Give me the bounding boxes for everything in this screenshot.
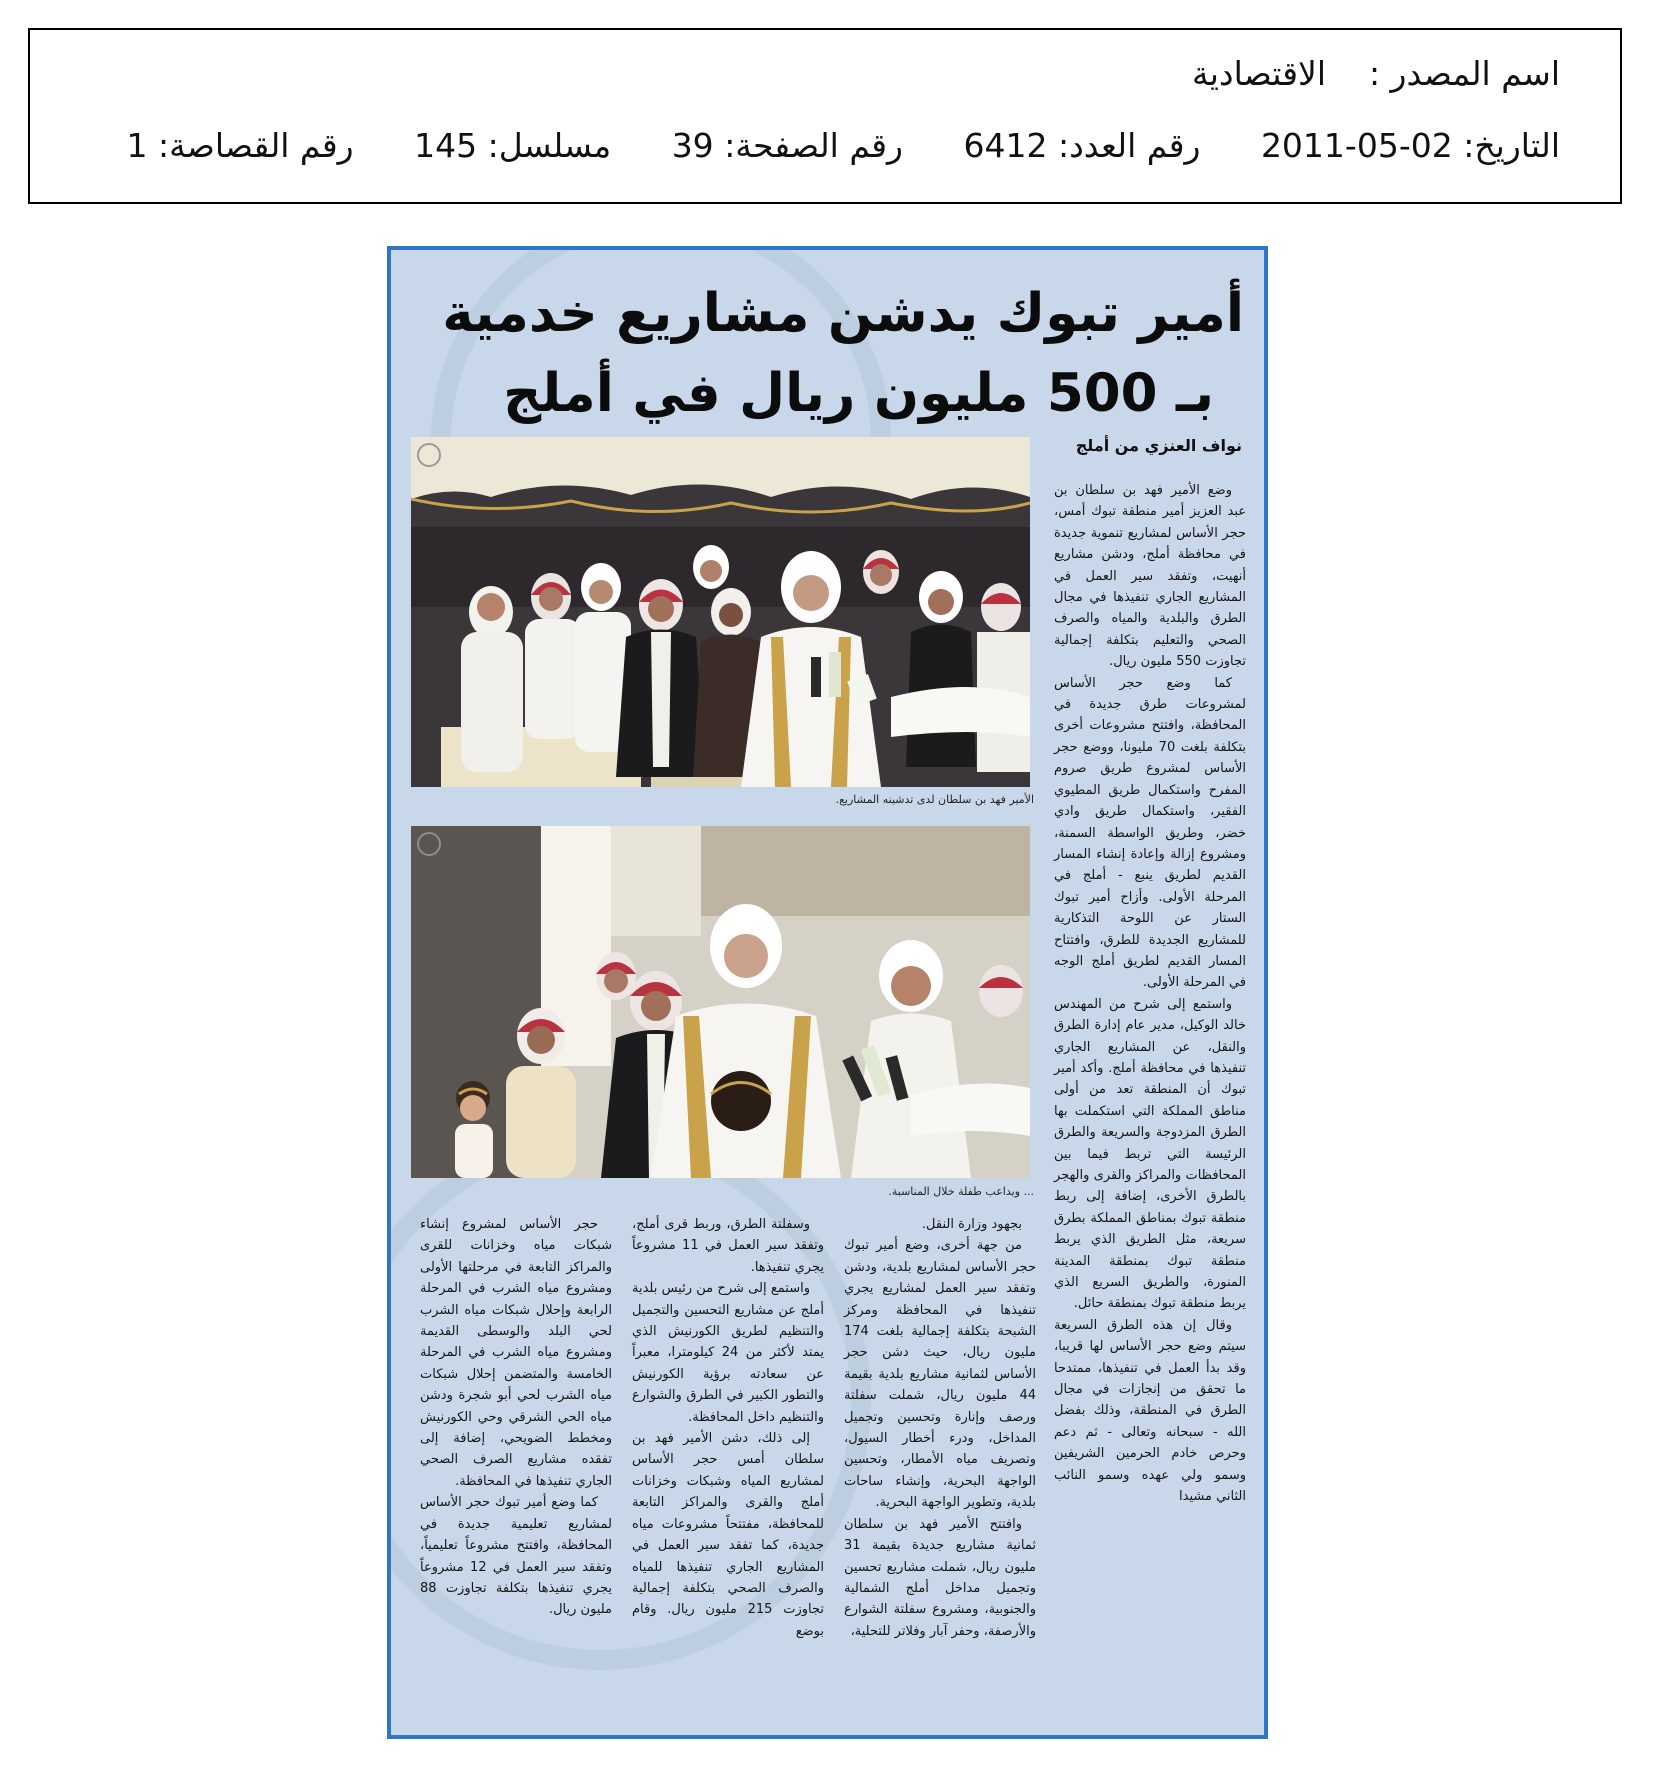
article-paragraph: وقال إن هذه الطرق السريعة سيتم وضع حجر الأساس لها قريبا، وقد بدأ العمل في تنفيذها، ممتدحا ما تحقق من إنجازات في مجال الطرق في المنطقة، وذلك بفضل الله - سبحانه وتعالى - ثم دعم وحرص خادم الحرمين الشريفين وسمو ولي عهده وسمو النائب الثاني مشيدا xyxy=(1054,1317,1246,1505)
source-info-box xyxy=(28,28,1622,204)
issue-value: 6412 xyxy=(963,126,1048,165)
article-paragraph: بجهود وزارة النقل. xyxy=(921,1217,1022,1232)
issue-number-field xyxy=(964,126,1201,166)
source-value: الاقتصادية xyxy=(1192,54,1326,93)
article-paragraph: كما وضع أمير تبوك حجر الأساس لمشاريع تعليمية جديدة في المحافظة، وافتتح مشروعاً تعليمياً، وتفقد سير العمل في 12 مشروعاً يجري تنفيذها بتكلفة تجاوزت 88 مليون ريال. xyxy=(420,1495,612,1618)
source-label: اسم المصدر : xyxy=(1368,54,1560,93)
article-photo-ceremony xyxy=(411,437,1030,787)
ceremony-photo-svg xyxy=(411,437,1030,787)
article-paragraph: وسفلتة الطرق، وربط قرى أملج، وتفقد سير العمل في 11 مشروعاً يجري تنفيذها. xyxy=(632,1217,824,1275)
clip-value: 1 xyxy=(126,126,148,165)
clip-label: رقم القصاصة: xyxy=(158,126,354,165)
article-column-2 xyxy=(844,1214,1036,1724)
headline-line-2: بـ 500 مليون ريال في أملج xyxy=(503,363,1214,424)
article-paragraph: واستمع إلى شرح من المهندس خالد الوكيل، مدير عام إدارة الطرق والنقل، عن المشاريع الجاري تنفيذها في محافظة أملج. وأكد أمير تبوك أن المنطقة تعد من أولى مناطق المملكة التي استكملت بها الطرق المزدوجة والسريعة والطرق الرئيسة التي تربط فيما بين المحافظات والمراكز والقرى والهجر بالطرق الأخرى، إضافة إلى ربط منطقة تبوك بمناطق المملكة بطرق سريعة، مثل الطريق الذي يربط منطقة تبوك بمنطقة المدينة المنورة، والطريق السريع الذي يربط منطقة تبوك بمنطقة حائل. xyxy=(1054,996,1246,1312)
article-column-1 xyxy=(1054,480,1246,1725)
article-photo-child xyxy=(411,826,1030,1178)
article-paragraph: إلى ذلك، دشن الأمير فهد بن سلطان أمس حجر الأساس لمشاريع المياه وشبكات وخزانات أملج والقرى والمراكز التابعة للمحافظة، مفتتحاً مشروعات مياه جديدة، كما تفقد سير العمل في المشاريع الجاري تنفيذها للمياه والصرف الصحي بتكلفة إجمالية تجاوزت 215 مليون ريال. وقام بوضع xyxy=(632,1431,824,1639)
source-row xyxy=(1192,54,1560,94)
serial-label: مسلسل: xyxy=(487,126,612,165)
newspaper-clipping xyxy=(387,246,1268,1739)
date-label: التاريخ: xyxy=(1463,126,1560,165)
article-column-3 xyxy=(632,1214,824,1724)
page-label: رقم الصفحة: xyxy=(724,126,903,165)
date-value: 2011-05-02 xyxy=(1260,126,1453,165)
photo-1-caption: الأمير فهد بن سلطان لدى تدشينه المشاريع. xyxy=(835,793,1034,806)
clip-number-field xyxy=(127,126,354,166)
page-value: 39 xyxy=(671,126,714,165)
page-number-field xyxy=(672,126,903,166)
child-photo-svg xyxy=(411,826,1030,1178)
date-field xyxy=(1261,126,1560,166)
byline: نواف العنزي من أملج xyxy=(1075,436,1242,455)
article-paragraph: كما وضع حجر الأساس لمشروعات طرق جديدة في المحافظة، وافتتح مشروعات أخرى بتكلفة بلغت 70 مليونا، ووضع حجر الأساس لمشروع طريق صروم المفرح واستكمال طريق المطيوي الفقير، واستكمال طريق وادي خضر، وطريق الواسطة السمنة، ومشروع إزالة وإعادة إنشاء المسار القديم لطريق ينبع - أملج في المرحلة الأولى. وأزاح أمير تبوك الستار عن اللوحة التذكارية للمشاريع الجديدة للطرق، وافتتاح المسار القديم لطريق أملج الوجه في المرحلة الأولى. xyxy=(1054,675,1246,991)
headline-line-1: أمير تبوك يدشن مشاريع خدمية xyxy=(442,283,1244,344)
serial-value: 145 xyxy=(414,126,478,165)
article-column-4 xyxy=(420,1214,612,1724)
issue-details-row xyxy=(77,126,1561,166)
photo-2-caption: ... ويداعب طفلة خلال المناسبة. xyxy=(888,1185,1034,1198)
article-headline xyxy=(424,274,1244,434)
article-paragraph: واستمع إلى شرح من رئيس بلدية أملج عن مشاريع التحسين والتجميل والتنظيم لطريق الكورنيش الذي يمتد لأكثر من 24 كيلومترا، معبراً عن سعادته برؤية الكورنيش والتطور الكبير في الطرق والشوارع والتنظيم داخل المحافظة. xyxy=(632,1281,824,1425)
article-paragraph: حجر الأساس لمشروع إنشاء شبكات مياه وخزانات للقرى والمراكز التابعة في مرحلتها الأولى ومشروع مياه الشرب في المرحلة الرابعة وإحلال شبكات مياه الشرب لحي البلد والوسطى القديمة ومشروع مياه الشرب في المرحلة الخامسة والمتضمن إحلال شبكات مياه الشرب لحي أبو شجرة ودشن مياه الحي الشرقي وحي الكورنيش ومخطط الضويحي، إضافة إلى تفقده مشاريع الصرف الصحي الجاري تنفيذها في المحافظة. xyxy=(420,1217,612,1489)
serial-field xyxy=(414,126,611,166)
article-paragraph: وضع الأمير فهد بن سلطان بن عبد العزيز أمير منطقة تبوك أمس، حجر الأساس لمشاريع تنموية جديدة في محافظة أملج، ودشن مشاريع أنهيت، وتفقد سير العمل في المشاريع الجاري تنفيذها في مجال الطرق والبلدية والمياه والصرف الصحي والتعليم بتكلفة إجمالية تجاوزت 550 مليون ريال. xyxy=(1054,483,1246,670)
article-paragraph: وافتتح الأمير فهد بن سلطان ثمانية مشاريع جديدة بقيمة 31 مليون ريال، شملت مشاريع تحسين وتجميل مداخل أملج الشمالية والجنوبية، ومشروع سفلتة الشوارع والأرصفة، وحفر آبار وفلاتر للتحلية، xyxy=(844,1516,1036,1639)
issue-label: رقم العدد: xyxy=(1057,126,1201,165)
article-paragraph: من جهة أخرى، وضع أمير تبوك حجر الأساس لمشاريع بلدية، ودشن وتفقد سير العمل لمشاريع يجري تنفيذها في المحافظة ومركز الشبحة بتكلفة إجمالية بلغت 174 مليون ريال، حيث دشن حجر الأساس لثمانية مشاريع بلدية بقيمة 44 مليون ريال، شملت سفلتة ورصف وإنارة وتحسين وتجميل المداخل، ودرء أخطار السيول، وتصريف مياه الأمطار، وتحسين الواجهة البحرية، وإنشاء ساحات بلدية، وتطوير الواجهة البحرية. xyxy=(844,1238,1036,1511)
